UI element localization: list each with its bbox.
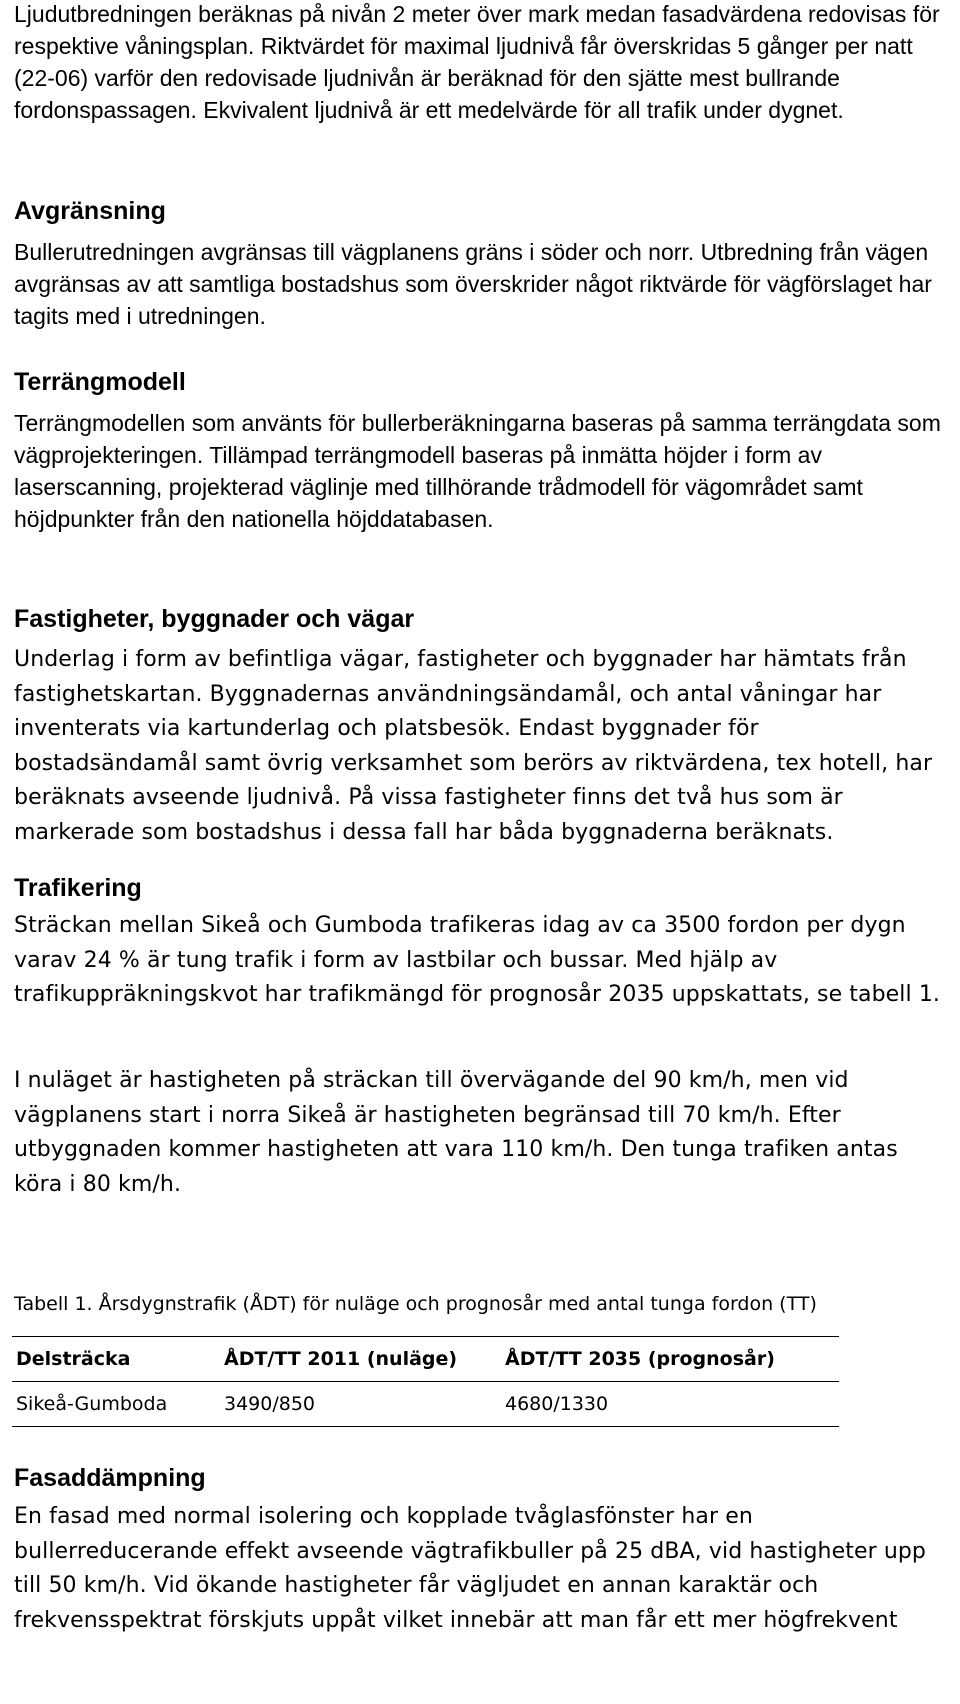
column-header: ÅDT/TT 2011 (nuläge) [220, 1337, 501, 1382]
fastigheter-paragraph: Underlag i form av befintliga vägar, fastigheter och byggnader har hämtats från fastighetskartan. Byggnadernas användningsändamål, och antal våningar har inventerats via kartunderlag och platsbesök. Endast byggnader för bostadsändamål samt övrig verksamhet som berörs av riktvärdena, tex hotell, har beräknats avseende ljudnivå. På vissa fastigheter finns det två hus som är markerade som bostadshus i dessa fall har båda byggnaderna beräknats. [14, 647, 933, 845]
fasaddampning-paragraph: En fasad med normal isolering och kopplade tvåglasfönster har en bullerreducerande effekt avseende vägtrafikbuller på 25 dBA, vid hastigheter upp till 50 km/h. Vid ökande hastigheter får vägljudet en annan karaktär och frekvensspektrat förskjuts uppåt vilket innebär att man får ett mer högfrekvent [14, 1504, 926, 1633]
heading-fastigheter: Fastigheter, byggnader och vägar [14, 605, 415, 633]
column-header: Delsträcka [12, 1337, 220, 1382]
terrangmodell-paragraph: Terrängmodellen som använts för bullerberäkningarna baseras på samma terrängdata som vägprojekteringen. Tillämpad terrängmodell baseras på inmätta höjder i form av laserscanning, projekterad väglinje med tillhörande trådmodell för vägområdet samt höjdpunkter från den nationella höjddatabasen. [14, 410, 941, 532]
trafikering-paragraph-2: I nuläget är hastigheten på sträckan till övervägande del 90 km/h, men vid vägplanens start i norra Sikeå är hastigheten begränsad till 70 km/h. Efter utbyggnaden kommer hastigheten att vara 110 km/h. Den tunga trafiken antas köra i 80 km/h. [14, 1068, 898, 1197]
table-cell: 3490/850 [220, 1382, 501, 1427]
table-cell: 4680/1330 [501, 1382, 839, 1427]
heading-trafikering: Trafikering [14, 874, 142, 902]
table-caption: Tabell 1. Årsdygnstrafik (ÅDT) för nuläge och prognosår med antal tunga fordon (TT) [14, 1293, 817, 1315]
table-header-row [12, 1337, 839, 1382]
trafikering-paragraph-1: Sträckan mellan Sikeå och Gumboda trafikeras idag av ca 3500 fordon per dygn varav 24 % är tung trafik i form av lastbilar och bussar. Med hjälp av trafikuppräkningskvot har trafikmängd för prognosår 2035 uppskattats, se tabell 1. [14, 913, 941, 1007]
traffic-table [12, 1336, 839, 1427]
column-header: ÅDT/TT 2035 (prognosår) [501, 1337, 839, 1382]
avgransning-paragraph: Bullerutredningen avgränsas till vägplanens gräns i söder och norr. Utbredning från vägen avgränsas av att samtliga bostadshus som överskrider något riktvärde för vägförslaget har tagits med i utredningen. [14, 239, 932, 329]
table-row [12, 1382, 839, 1427]
table-cell: Sikeå-Gumboda [12, 1382, 220, 1427]
intro-paragraph: Ljudutbredningen beräknas på nivån 2 meter över mark medan fasadvärdena redovisas för respektive våningsplan. Riktvärdet för maximal ljudnivå får överskridas 5 gånger per natt (22-06) varför den redovisade ljudnivån är beräknad för den sjätte mest bullrande fordonspassagen. Ekvivalent ljudnivå är ett medelvärde för all trafik under dygnet. [14, 1, 940, 123]
heading-terrangmodell: Terrängmodell [14, 368, 186, 396]
heading-avgransning: Avgränsning [14, 197, 166, 225]
heading-fasaddampning: Fasaddämpning [14, 1464, 206, 1492]
